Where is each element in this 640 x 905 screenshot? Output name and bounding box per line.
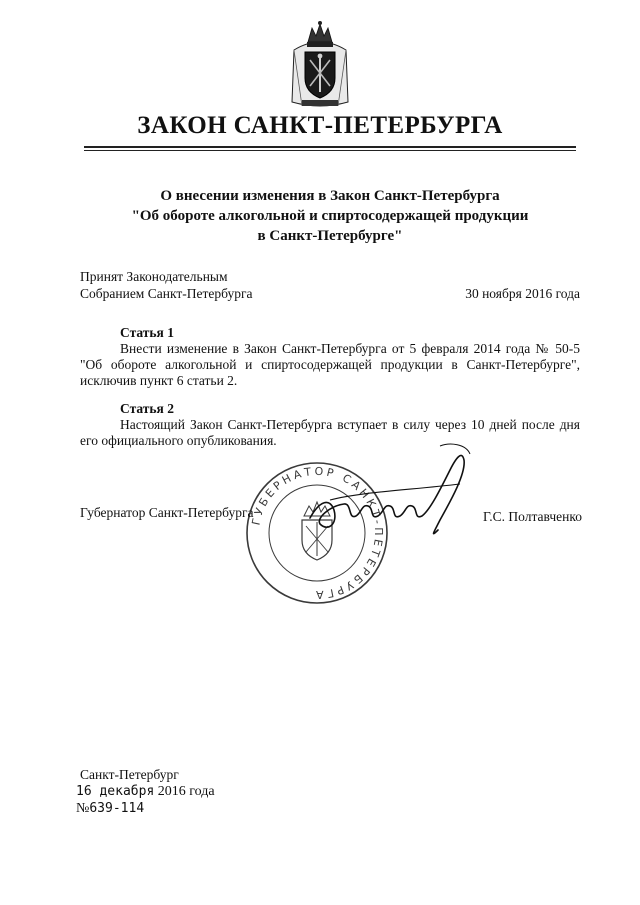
registration-number-value: 639-114 [89, 801, 145, 816]
heading-line: в Санкт-Петербурге" [257, 228, 403, 244]
article-1-text [80, 341, 580, 389]
governor-title: Губернатор Санкт-Петербурга [80, 505, 254, 520]
adopted-line: Принят Законодательным [80, 269, 228, 284]
law-heading [90, 186, 570, 246]
law-title: ЗАКОН САНКТ-ПЕТЕРБУРГА [137, 112, 503, 139]
heading-line: "Об обороте алкогольной и спиртосодержащей продукции [131, 208, 529, 224]
governor-name: Г.С. Полтавченко [482, 509, 582, 524]
article-1-body: Внести изменение в Закон Санкт-Петербурга от 5 февраля 2014 года № 50-5 "Об обороте алкогольной и спиртосодержащей продукции в Санкт-Петербурге", исключив пункт 6 статьи 2. [80, 341, 580, 388]
adopted-date: 30 ноября 2016 года [465, 286, 580, 301]
registration-date [76, 784, 215, 800]
registration-number [76, 801, 144, 817]
registration-number-sign: № [76, 801, 90, 816]
registration-day: 16 декабря [76, 784, 155, 799]
signing-place: Санкт-Петербург [80, 767, 179, 782]
adopted-by [80, 268, 253, 302]
registration-year: 2016 года [157, 784, 215, 799]
seal-text: ГУБЕРНАТОР САНКТ-ПЕТЕРБУРГА [249, 464, 386, 602]
article-2-body: Настоящий Закон Санкт-Петербурга вступает в силу через 10 дней после дня его официального опубликования. [80, 417, 580, 448]
signature-icon [290, 440, 480, 550]
title-rule-thin [84, 150, 576, 151]
heading-line: О внесении изменения в Закон Санкт-Петербурга [160, 188, 500, 204]
coat-of-arms-icon [288, 20, 352, 110]
adopted-line: Собранием Санкт-Петербурга [80, 286, 253, 301]
article-2-label: Статья 2 [120, 401, 174, 416]
article-1-label: Статья 1 [120, 325, 174, 340]
title-rule-thick [84, 146, 576, 148]
